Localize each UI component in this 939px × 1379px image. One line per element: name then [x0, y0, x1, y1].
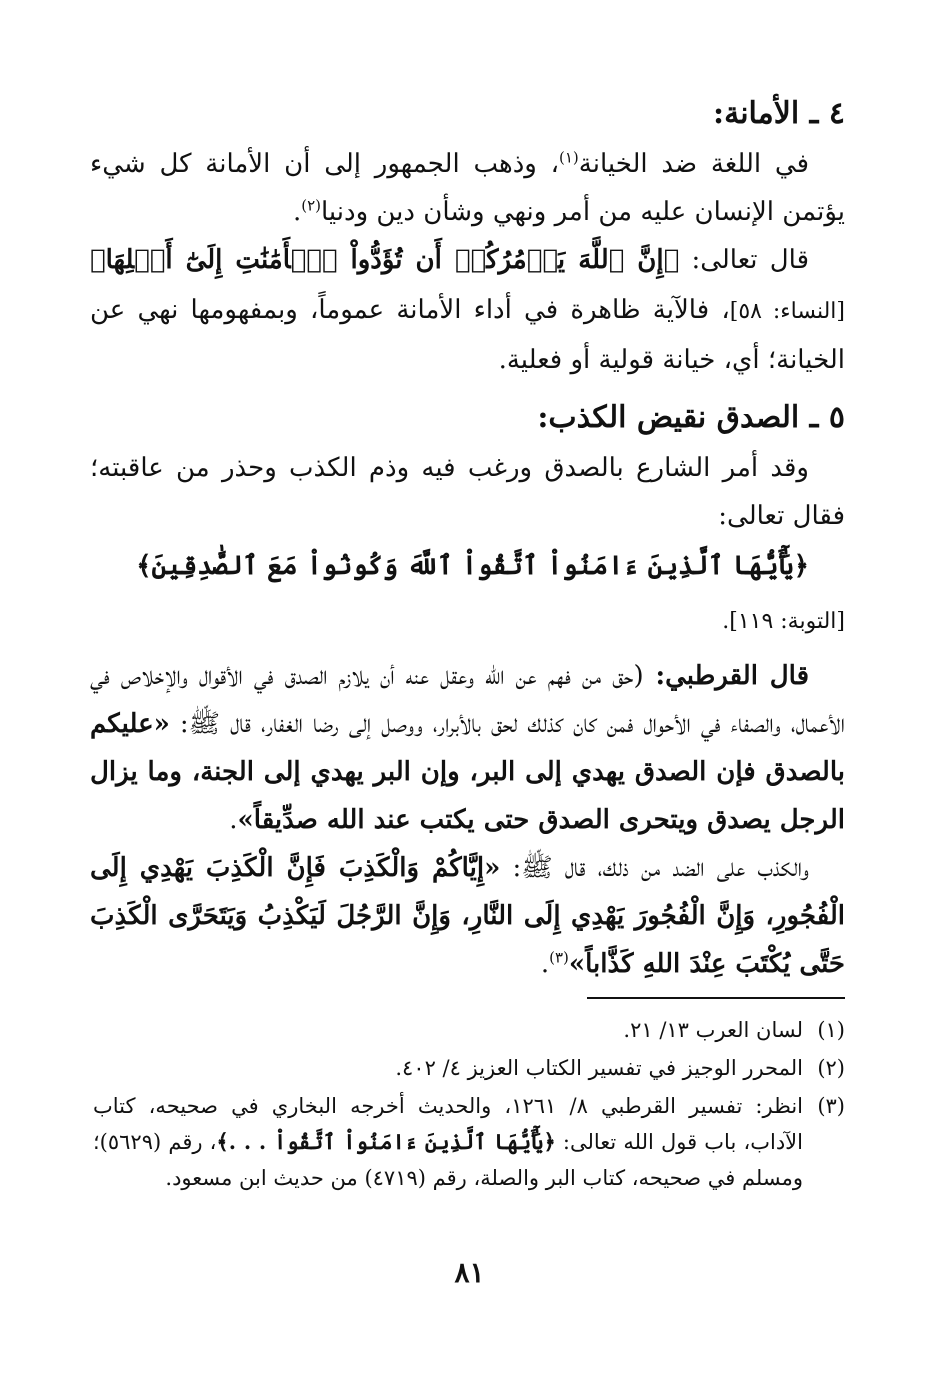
- quran-verse: ﴿إِنَّ ٱللَّهَ يَأۡمُرُكُمۡ أَن تُؤَدُّواْ ٱلۡأَمَٰنَٰتِ إِلَىٰٓ أَهۡلِهَا﴾: [90, 245, 680, 275]
- footnote-text: المحرر الوجيز في تفسير الكتاب العزيز ٤/ ٤٠٢.: [395, 1056, 803, 1080]
- verse-reference: [النساء: ٥٨]: [729, 299, 845, 324]
- footnote-number: (٢): [817, 1056, 845, 1080]
- text: انظر: تفسير القرطبي ٨/ ١٢٦١، والحديث أخرجه البخاري في صحيحه، كتاب الآداب، باب قول الله تعالى:: [93, 1094, 804, 1154]
- text: .: [540, 949, 550, 979]
- text: .: [292, 197, 302, 227]
- footnotes: [93, 1012, 845, 1198]
- page-number: ٨١: [454, 1256, 485, 1289]
- paragraph-amana-verse: [90, 236, 845, 384]
- quran-verse: ﴿يَٰٓأَيُّهَا ٱلَّذِينَ ءَامَنُواْ ٱتَّقُواْ . . .﴾: [216, 1129, 556, 1154]
- footnote-number: (١): [817, 1018, 845, 1042]
- qurtubi-lead: قال القرطبي:: [643, 661, 809, 691]
- footnote-text: [93, 1088, 803, 1196]
- text: قال تعالى:: [679, 245, 809, 275]
- quran-verse: ﴿يَٰٓأَيُّهَا ٱلَّذِينَ ءَامَنُواْ ٱتَّقُواْ ٱللَّهَ وَكُونُواْ مَعَ ٱلصَّٰدِقِينَ﴾: [136, 551, 809, 581]
- footnote-divider: [587, 997, 845, 999]
- paragraph-qurtubi: [90, 652, 845, 844]
- verse-line: [90, 540, 845, 648]
- text: .: [229, 805, 238, 835]
- footnote-1: [93, 1012, 845, 1048]
- footnote-2: [93, 1050, 845, 1086]
- text: ، وذهب الجمهور إلى أن الأمانة كل شيء يؤتمن الإنسان عليه من أمر ونهي وشأن دين ودنيا: [90, 149, 845, 227]
- text: في اللغة ضد الخيانة: [578, 149, 809, 179]
- text: والكذب على الضد من ذلك، قال ﷺ:: [500, 853, 809, 883]
- footnote-text: لسان العرب ١٣/ ٢١.: [623, 1018, 803, 1042]
- text: ، رقم (٥٦٢٩)؛ ومسلم في صحيحه، كتاب البر والصلة، رقم (٤٧١٩) من حديث ابن مسعود.: [93, 1130, 803, 1190]
- footnote-ref-2: (٢): [301, 196, 321, 215]
- section-heading-sidq: ٥ ـ الصدق نقيض الكذب:: [537, 400, 845, 435]
- text: ، فالآية ظاهرة في أداء الأمانة عموماً، وبمفهومها نهي عن الخيانة؛ أي، خيانة قولية أو فعلية.: [90, 295, 845, 375]
- section-heading-amana: ٤ ـ الأمانة:: [713, 96, 845, 131]
- hadith-text: «إِيَّاكُمْ وَالْكَذِبَ فَإِنَّ الْكَذِبَ يَهْدِي إِلَى الْفُجُورِ، وَإِنَّ الْفُجُورَ يَهْدِي إِلَى النَّارِ، وَإِنَّ الرَّجُلَ لَيَكْذِبُ وَيَتَحَرَّى الْكَذِبَ حَتَّى يُكْتَبَ عِنْدَ اللهِ كَذَّاباً»: [90, 853, 845, 979]
- text: (حق من فهم عن الله وعقل عنه أن يلازم الصدق في الأقوال والإخلاص في الأعمال، والصفاء في الأحوال فمن كان كذلك لحق بالأبرار، ووصل إلى رضا الغفار، قال ﷺ:: [90, 661, 845, 739]
- verse-reference: [التوبة: ١١٩].: [722, 609, 845, 634]
- hadith-text: «عليكم بالصدق فإن الصدق يهدي إلى البر، وإن البر يهدي إلى الجنة، وما يزال الرجل يصدق ويتحرى الصدق حتى يكتب عند الله صدِّيقاً»: [90, 709, 845, 835]
- footnote-3: [93, 1088, 845, 1196]
- paragraph-kadhib: [90, 844, 845, 988]
- paragraph-amana-definition: [90, 140, 845, 236]
- footnote-number: (٣): [817, 1094, 845, 1118]
- footnote-ref-1: (١): [559, 148, 579, 167]
- footnote-ref-3: (٣): [549, 948, 569, 967]
- paragraph-sidq-intro: وقد أمر الشارع بالصدق ورغب فيه وذم الكذب وحذر من عاقبته؛ فقال تعالى:: [90, 453, 845, 531]
